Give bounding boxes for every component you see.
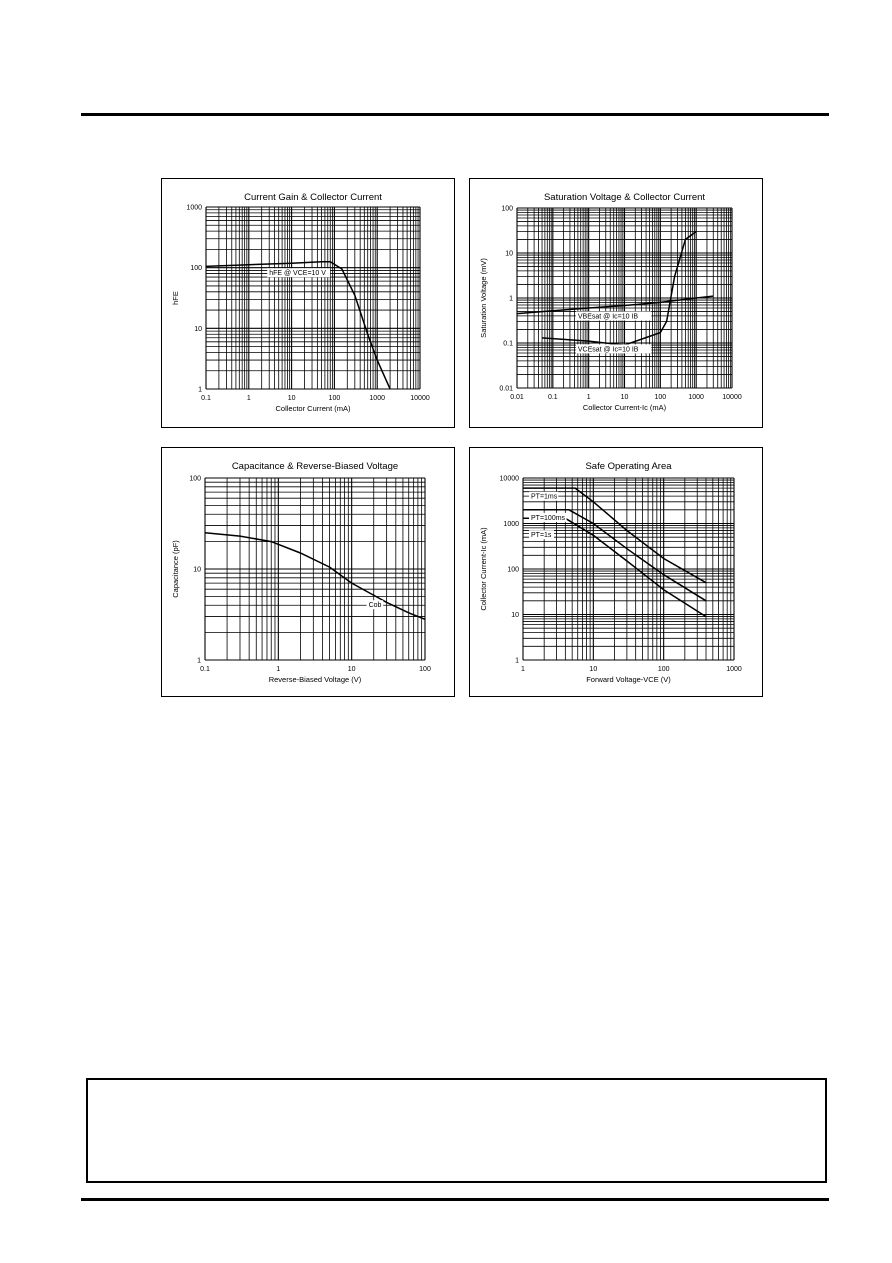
y-tick-label: 10: [511, 612, 519, 619]
x-tick-label: 1: [276, 666, 281, 673]
y-tick-label: 1: [515, 657, 519, 665]
y-axis-label: Capacitance (pF): [171, 540, 180, 598]
x-tick-label: 10: [287, 395, 296, 402]
x-tick-label: 0.1: [547, 394, 558, 401]
series-line: [205, 533, 425, 620]
series-annotation: Cob: [368, 602, 382, 610]
y-tick-label: 10: [194, 325, 202, 333]
x-tick-label: 100: [328, 395, 341, 402]
y-axis-label: Collector Current-Ic (mA): [479, 527, 488, 611]
x-tick-label: 1: [586, 394, 591, 401]
footer-box: [86, 1078, 827, 1183]
header-rule: [81, 113, 829, 116]
series-annotation: PT=1ms: [531, 493, 558, 501]
y-tick-label: 100: [189, 475, 201, 483]
x-axis-label: Collector Current-Ic (mA): [582, 403, 667, 412]
series-annotation: VBEsat @ Ic=10 IB: [577, 313, 639, 321]
x-tick-label: 100: [419, 666, 431, 673]
x-tick-label: 0.01: [510, 394, 524, 401]
x-tick-label: 1: [521, 666, 525, 673]
y-tick-label: 10: [505, 250, 513, 258]
y-tick-label: 1000: [186, 204, 202, 212]
y-tick-label: 100: [190, 265, 202, 273]
x-tick-label: 0.1: [200, 666, 210, 673]
y-tick-label: 1: [198, 386, 202, 394]
series-annotation: hFE @ VCE=10 V: [269, 270, 326, 278]
y-tick-label: 100: [501, 205, 513, 213]
x-tick-label: 10: [347, 666, 356, 673]
x-tick-label: 10: [589, 666, 598, 673]
y-tick-label: 10: [193, 566, 201, 574]
x-tick-label: 1000: [688, 394, 704, 401]
x-axis-label: Collector Current (mA): [275, 404, 351, 413]
x-tick-label: 100: [654, 394, 667, 401]
current-gain-chart: [161, 178, 455, 428]
saturation-voltage-chart-svg: [470, 179, 764, 429]
y-tick-label: 0.01: [499, 385, 513, 393]
y-axis-label: Saturation Voltage (mV): [479, 258, 488, 338]
x-tick-label: 10000: [722, 394, 742, 401]
x-axis-label: Forward Voltage-VCE (V): [586, 675, 671, 684]
y-tick-label: 1: [509, 295, 513, 303]
x-tick-label: 100: [657, 666, 670, 673]
y-tick-label: 0.1: [503, 340, 513, 348]
x-axis-label: Reverse-Biased Voltage (V): [268, 675, 362, 684]
saturation-voltage-chart: [469, 178, 763, 428]
x-tick-label: 1000: [726, 666, 742, 673]
safe-operating-area-chart: [469, 447, 763, 697]
series-annotation: PT=1s: [531, 532, 552, 540]
x-tick-label: 0.1: [201, 395, 211, 402]
footer-rule: [81, 1198, 829, 1201]
capacitance-chart-svg: [162, 448, 456, 698]
x-tick-label: 1000: [369, 395, 385, 402]
x-tick-label: 10000: [410, 395, 430, 402]
y-tick-label: 1000: [503, 521, 519, 528]
chart-title: Capacitance & Reverse-Biased Voltage: [231, 461, 399, 472]
x-tick-label: 10: [620, 394, 629, 401]
chart-title: Saturation Voltage & Collector Current: [543, 192, 706, 203]
y-axis-label: hFE: [171, 291, 180, 305]
chart-title: Safe Operating Area: [585, 461, 672, 472]
capacitance-chart: [161, 447, 455, 697]
x-tick-label: 1: [246, 395, 251, 402]
series-annotation: VCEsat @ Ic=10 IB: [577, 346, 639, 354]
y-tick-label: 100: [507, 566, 519, 574]
current-gain-chart-svg: [162, 179, 456, 429]
y-tick-label: 10000: [499, 475, 519, 483]
series-annotation: PT=100ms: [531, 514, 566, 522]
y-tick-label: 1: [197, 657, 201, 665]
chart-title: Current Gain & Collector Current: [244, 192, 382, 203]
safe-operating-area-chart-svg: [470, 448, 764, 698]
